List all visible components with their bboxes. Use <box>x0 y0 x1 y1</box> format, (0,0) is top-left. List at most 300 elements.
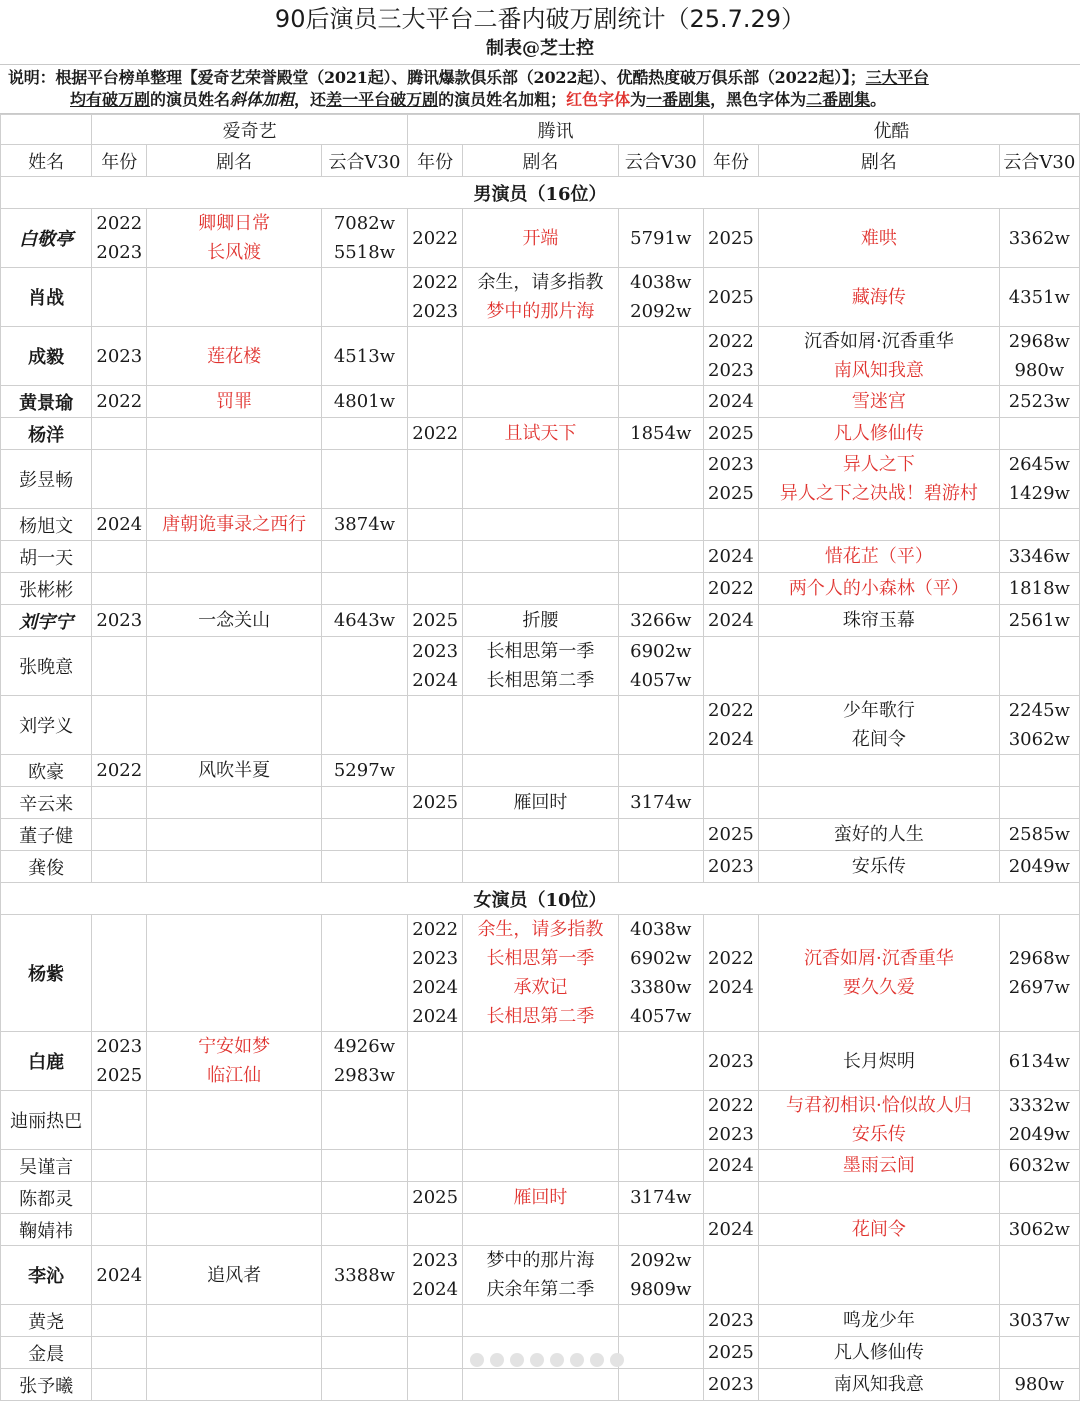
drama-cell <box>463 209 618 268</box>
drama-cell <box>463 605 618 637</box>
year-cell <box>703 605 758 637</box>
year-cell <box>92 209 147 268</box>
score-cell <box>999 915 1079 1032</box>
drama-cell <box>147 1091 321 1150</box>
drama-title: 开端 <box>522 227 559 249</box>
year-value: 2023 <box>96 610 143 631</box>
score-cell <box>618 327 703 386</box>
year-cell <box>703 386 758 418</box>
year-cell <box>92 327 147 386</box>
actor-row <box>1 1091 1080 1150</box>
drama-title: 鸣龙少年 <box>842 1310 915 1331</box>
drama-cell <box>463 418 618 450</box>
score-cell <box>321 819 407 851</box>
year-cell <box>92 605 147 637</box>
drama-stats-table <box>0 114 1080 1401</box>
drama-cell <box>147 418 321 450</box>
actor-name: 陈都灵 <box>1 1182 92 1214</box>
actor-name: 胡一天 <box>1 541 92 573</box>
score-cell <box>999 1246 1079 1305</box>
drama-title: 南风知我意 <box>833 360 924 381</box>
score-cell <box>999 509 1079 541</box>
score-value: 3388w <box>333 1264 396 1286</box>
year-value: 2025 <box>708 286 754 308</box>
drama-title: 珠帘玉幕 <box>842 610 915 631</box>
note-text: 红色字体 <box>566 90 631 109</box>
drama-title: 折腰 <box>522 610 559 631</box>
note-text: 斜体加粗 <box>230 90 295 109</box>
year-cell <box>703 1150 758 1182</box>
year-cell <box>92 418 147 450</box>
col-header-score: 云合V30 <box>618 145 703 177</box>
score-value: 6134w <box>1008 1050 1070 1072</box>
year-cell <box>92 1305 147 1337</box>
actor-name: 刘宇宁 <box>1 605 92 637</box>
actor-row <box>1 509 1080 541</box>
score-cell <box>618 509 703 541</box>
drama-cell <box>147 209 321 268</box>
col-header-drama: 剧名 <box>147 145 321 177</box>
drama-cell <box>147 1150 321 1182</box>
note-text: 的演员姓名 <box>150 90 231 109</box>
actor-name: 杨洋 <box>1 418 92 450</box>
actor-name: 董子健 <box>1 819 92 851</box>
maker-credit: 制表@芝士控 <box>486 38 594 59</box>
score-cell <box>321 1091 407 1150</box>
score-value: 4057w <box>630 670 692 691</box>
year-cell <box>408 386 463 418</box>
score-value: 2561w <box>1008 610 1070 631</box>
blank-cell <box>1 115 92 145</box>
drama-title: 沉香如屑·沉香重华 <box>803 948 954 969</box>
score-value: 3266w <box>630 610 692 631</box>
drama-cell <box>463 1150 618 1182</box>
drama-title: 少年歌行 <box>842 700 915 721</box>
col-header-score: 云合V30 <box>321 145 407 177</box>
drama-title: 安乐传 <box>851 856 906 877</box>
year-cell <box>703 1214 758 1246</box>
score-cell <box>321 573 407 605</box>
drama-cell <box>147 637 321 696</box>
year-value: 2024 <box>96 1264 143 1286</box>
score-cell <box>321 696 407 755</box>
drama-cell <box>759 541 1000 573</box>
drama-cell <box>463 450 618 509</box>
col-header-drama: 剧名 <box>759 145 1000 177</box>
year-cell <box>408 1369 463 1401</box>
score-cell <box>321 1214 407 1246</box>
score-cell <box>321 1369 407 1401</box>
actor-row <box>1 209 1080 268</box>
score-value: 3037w <box>1008 1310 1070 1331</box>
drama-cell <box>463 1182 618 1214</box>
year-cell <box>703 851 758 883</box>
score-cell <box>321 1182 407 1214</box>
score-value: 6902w <box>630 641 692 662</box>
year-value: 2022 <box>412 919 459 940</box>
year-cell <box>703 1305 758 1337</box>
score-value: 4513w <box>333 345 396 367</box>
score-cell <box>999 851 1079 883</box>
score-value: 2585w <box>1008 824 1070 845</box>
page-title: 90后演员三大平台二番内破万剧统计（25.7.29） <box>274 5 806 33</box>
year-value: 2023 <box>708 1050 754 1072</box>
year-value: 2022 <box>708 578 754 599</box>
year-value: 2023 <box>708 1310 754 1331</box>
score-value: 2049w <box>1008 856 1070 877</box>
drama-title: 安乐传 <box>851 1124 906 1145</box>
year-cell <box>703 1369 758 1401</box>
col-header-year: 年份 <box>408 145 463 177</box>
year-cell <box>92 1369 147 1401</box>
score-value <box>1000 419 1079 448</box>
drama-cell <box>759 605 1000 637</box>
drama-cell <box>463 1091 618 1150</box>
year-cell <box>408 1246 463 1305</box>
drama-title: 长相思第一季 <box>486 948 595 969</box>
column-header-row <box>1 145 1080 177</box>
drama-title: 沉香如屑·沉香重华 <box>803 331 954 352</box>
drama-title: 临江仙 <box>207 1065 262 1086</box>
actor-row <box>1 268 1080 327</box>
actor-name: 杨紫 <box>1 915 92 1032</box>
score-cell <box>999 450 1079 509</box>
year-value: 2024 <box>96 514 143 535</box>
score-cell <box>618 637 703 696</box>
score-cell <box>618 450 703 509</box>
actor-name: 吴谨言 <box>1 1150 92 1182</box>
score-cell <box>321 509 407 541</box>
note-text: 差一平台破万剧 <box>326 90 439 109</box>
score-cell <box>321 541 407 573</box>
actor-name: 欧豪 <box>1 755 92 787</box>
year-cell <box>408 851 463 883</box>
actor-name: 黄尧 <box>1 1305 92 1337</box>
drama-title: 宁安如梦 <box>198 1036 271 1057</box>
score-cell <box>999 819 1079 851</box>
drama-title: 惜花芷（平） <box>824 546 933 567</box>
year-value: 2023 <box>412 641 459 662</box>
drama-cell <box>147 1246 321 1305</box>
year-cell <box>408 1337 463 1369</box>
score-cell <box>618 1369 703 1401</box>
score-cell <box>321 605 407 637</box>
drama-cell <box>759 915 1000 1032</box>
section-title: 女演员（10位） <box>1 883 1080 915</box>
drama-title: 余生，请多指教 <box>477 272 604 293</box>
drama-cell <box>759 450 1000 509</box>
score-cell <box>999 541 1079 573</box>
drama-title: 梦中的那片海 <box>486 1250 595 1271</box>
score-value: 4926w <box>333 1036 396 1057</box>
score-cell <box>321 209 407 268</box>
score-value: 3362w <box>1008 227 1070 249</box>
drama-cell <box>463 1305 618 1337</box>
drama-cell <box>759 1337 1000 1369</box>
col-header-name: 姓名 <box>1 145 92 177</box>
year-cell <box>408 327 463 386</box>
score-cell <box>618 418 703 450</box>
score-cell <box>321 755 407 787</box>
drama-title: 要久久爱 <box>842 977 915 998</box>
year-value: 2024 <box>412 977 459 998</box>
drama-cell <box>147 541 321 573</box>
drama-cell <box>759 851 1000 883</box>
score-value: 980w <box>1014 360 1065 381</box>
drama-title: 南风知我意 <box>833 1374 924 1395</box>
actor-name: 黄景瑜 <box>1 386 92 418</box>
year-cell <box>92 851 147 883</box>
year-value: 2025 <box>412 610 459 631</box>
drama-title: 承欢记 <box>513 977 568 998</box>
year-cell <box>703 450 758 509</box>
score-value: 980w <box>1014 1374 1065 1395</box>
actor-name: 杨旭文 <box>1 509 92 541</box>
score-cell <box>618 386 703 418</box>
note-text: 说明：根据平台榜单整理【爱奇艺荣誉殿堂（2021起）、腾讯爆款俱乐部（2022起）、优酷热度破万俱乐部（2022起）】； <box>8 68 866 87</box>
note-text: 。 <box>870 90 887 109</box>
drama-cell <box>147 573 321 605</box>
year-cell <box>408 755 463 787</box>
year-cell <box>408 541 463 573</box>
drama-title: 凡人修仙传 <box>833 423 924 444</box>
score-cell <box>321 1032 407 1091</box>
actor-row <box>1 819 1080 851</box>
score-value: 2049w <box>1008 1124 1070 1145</box>
year-cell <box>408 1214 463 1246</box>
score-value: 2697w <box>1008 977 1070 998</box>
drama-cell <box>463 573 618 605</box>
score-value: 6032w <box>1008 1155 1070 1176</box>
year-value: 2025 <box>708 1342 754 1363</box>
drama-cell <box>463 696 618 755</box>
drama-cell <box>463 1214 618 1246</box>
drama-cell <box>147 605 321 637</box>
drama-cell <box>759 327 1000 386</box>
year-cell <box>408 787 463 819</box>
year-value: 2023 <box>708 1124 754 1145</box>
score-cell <box>321 1246 407 1305</box>
year-value: 2022 <box>708 331 754 352</box>
actor-name: 成毅 <box>1 327 92 386</box>
year-value: 2024 <box>708 1219 754 1240</box>
actor-row <box>1 541 1080 573</box>
year-value: 2023 <box>708 1374 754 1395</box>
note-text: 的演员姓名加粗； <box>438 90 567 109</box>
year-cell <box>703 509 758 541</box>
year-value: 2023 <box>412 301 459 322</box>
year-cell <box>92 1032 147 1091</box>
year-cell <box>703 1091 758 1150</box>
year-cell <box>92 573 147 605</box>
year-value: 2024 <box>412 1006 459 1027</box>
drama-cell <box>463 851 618 883</box>
year-cell <box>703 209 758 268</box>
year-value: 2024 <box>708 391 754 412</box>
actor-name: 李沁 <box>1 1246 92 1305</box>
year-value: 2023 <box>708 454 754 475</box>
drama-cell <box>463 819 618 851</box>
score-cell <box>999 696 1079 755</box>
year-cell <box>408 209 463 268</box>
note-text: ，黑色字体为 <box>710 90 807 109</box>
drama-title: 雁回时 <box>513 792 568 813</box>
actor-row <box>1 696 1080 755</box>
year-cell <box>92 1246 147 1305</box>
note-text: ，还 <box>294 90 327 109</box>
drama-cell <box>147 1305 321 1337</box>
drama-cell <box>463 637 618 696</box>
actor-row <box>1 1182 1080 1214</box>
drama-cell <box>463 386 618 418</box>
score-value: 1854w <box>630 423 692 444</box>
actor-name: 白鹿 <box>1 1032 92 1091</box>
year-cell <box>408 268 463 327</box>
drama-title: 长相思第二季 <box>486 1006 595 1027</box>
drama-cell <box>147 268 321 327</box>
year-cell <box>703 1246 758 1305</box>
drama-cell <box>759 1246 1000 1305</box>
year-value: 2022 <box>708 1095 754 1116</box>
score-cell <box>999 1305 1079 1337</box>
year-cell <box>408 819 463 851</box>
drama-title: 藏海传 <box>851 286 906 308</box>
score-cell <box>999 1032 1079 1091</box>
actor-row <box>1 1214 1080 1246</box>
year-cell <box>703 696 758 755</box>
score-value: 5297w <box>333 760 396 781</box>
note-text: 一番剧集 <box>646 90 711 109</box>
year-value: 2023 <box>96 345 143 367</box>
drama-cell <box>759 819 1000 851</box>
drama-cell <box>147 450 321 509</box>
drama-title: 罚罪 <box>216 391 253 412</box>
actor-row <box>1 450 1080 509</box>
score-cell <box>999 1214 1079 1246</box>
drama-title: 花间令 <box>851 1219 906 1240</box>
drama-title: 蛮好的人生 <box>833 824 924 845</box>
year-cell <box>703 327 758 386</box>
score-value: 4643w <box>333 610 396 631</box>
drama-title: 异人之下 <box>842 454 915 475</box>
year-value: 2024 <box>708 729 754 750</box>
score-value: 3346w <box>1008 546 1070 567</box>
score-cell <box>618 1305 703 1337</box>
year-cell <box>703 787 758 819</box>
drama-title: 雪迷宫 <box>851 391 906 412</box>
drama-title: 长月烬明 <box>842 1050 915 1072</box>
drama-cell <box>147 696 321 755</box>
actor-name: 辛云来 <box>1 787 92 819</box>
year-value: 2024 <box>708 610 754 631</box>
drama-cell <box>759 209 1000 268</box>
score-value: 3174w <box>630 1187 692 1208</box>
drama-cell <box>463 1032 618 1091</box>
score-cell <box>618 209 703 268</box>
score-cell <box>618 915 703 1032</box>
year-value: 2022 <box>96 391 143 412</box>
actor-name: 彭昱畅 <box>1 450 92 509</box>
year-cell <box>703 1032 758 1091</box>
actor-name: 白敬亭 <box>1 209 92 268</box>
year-cell <box>408 1305 463 1337</box>
year-cell <box>703 755 758 787</box>
score-cell <box>618 1150 703 1182</box>
score-cell <box>321 787 407 819</box>
score-value: 2983w <box>333 1065 396 1086</box>
drama-cell <box>759 573 1000 605</box>
year-cell <box>92 1337 147 1369</box>
score-value: 5518w <box>333 242 396 263</box>
score-value: 1429w <box>1008 483 1070 504</box>
col-header-score: 云合V30 <box>999 145 1079 177</box>
drama-title: 花间令 <box>851 729 906 750</box>
year-value: 2024 <box>412 670 459 691</box>
drama-cell <box>147 386 321 418</box>
year-value: 2022 <box>412 227 459 249</box>
drama-title: 风吹半夏 <box>198 760 271 781</box>
score-cell <box>321 418 407 450</box>
col-header-year: 年份 <box>92 145 147 177</box>
score-value: 5791w <box>630 227 692 249</box>
year-cell <box>92 1150 147 1182</box>
actor-name: 张晚意 <box>1 637 92 696</box>
score-cell <box>618 1182 703 1214</box>
year-value: 2023 <box>412 948 459 969</box>
score-cell <box>618 1246 703 1305</box>
score-cell <box>999 755 1079 787</box>
score-value: 9809w <box>630 1279 692 1300</box>
year-cell <box>92 386 147 418</box>
actor-row <box>1 327 1080 386</box>
drama-cell <box>759 696 1000 755</box>
year-cell <box>92 1091 147 1150</box>
drama-cell <box>759 509 1000 541</box>
drama-title: 一念关山 <box>198 610 271 631</box>
year-cell <box>703 637 758 696</box>
score-cell <box>999 386 1079 418</box>
drama-cell <box>759 787 1000 819</box>
score-cell <box>618 696 703 755</box>
actor-row <box>1 787 1080 819</box>
actor-row <box>1 755 1080 787</box>
score-cell <box>999 637 1079 696</box>
score-cell <box>618 1032 703 1091</box>
drama-cell <box>463 509 618 541</box>
actor-row <box>1 851 1080 883</box>
watermark-dots <box>470 1352 650 1368</box>
drama-title: 长相思第一季 <box>486 641 595 662</box>
score-cell <box>321 851 407 883</box>
actor-row <box>1 1369 1080 1401</box>
score-cell <box>618 268 703 327</box>
score-cell <box>999 418 1079 450</box>
drama-cell <box>463 1246 618 1305</box>
score-cell <box>999 573 1079 605</box>
score-value: 3874w <box>333 514 396 535</box>
year-value: 2025 <box>412 1187 459 1208</box>
drama-cell <box>759 1214 1000 1246</box>
year-cell <box>92 637 147 696</box>
year-value: 2022 <box>96 760 143 781</box>
year-cell <box>703 573 758 605</box>
section-header-row <box>1 177 1080 209</box>
score-value: 4351w <box>1008 286 1070 308</box>
drama-cell <box>463 755 618 787</box>
actor-row <box>1 1246 1080 1305</box>
year-cell <box>408 1032 463 1091</box>
year-cell <box>92 509 147 541</box>
